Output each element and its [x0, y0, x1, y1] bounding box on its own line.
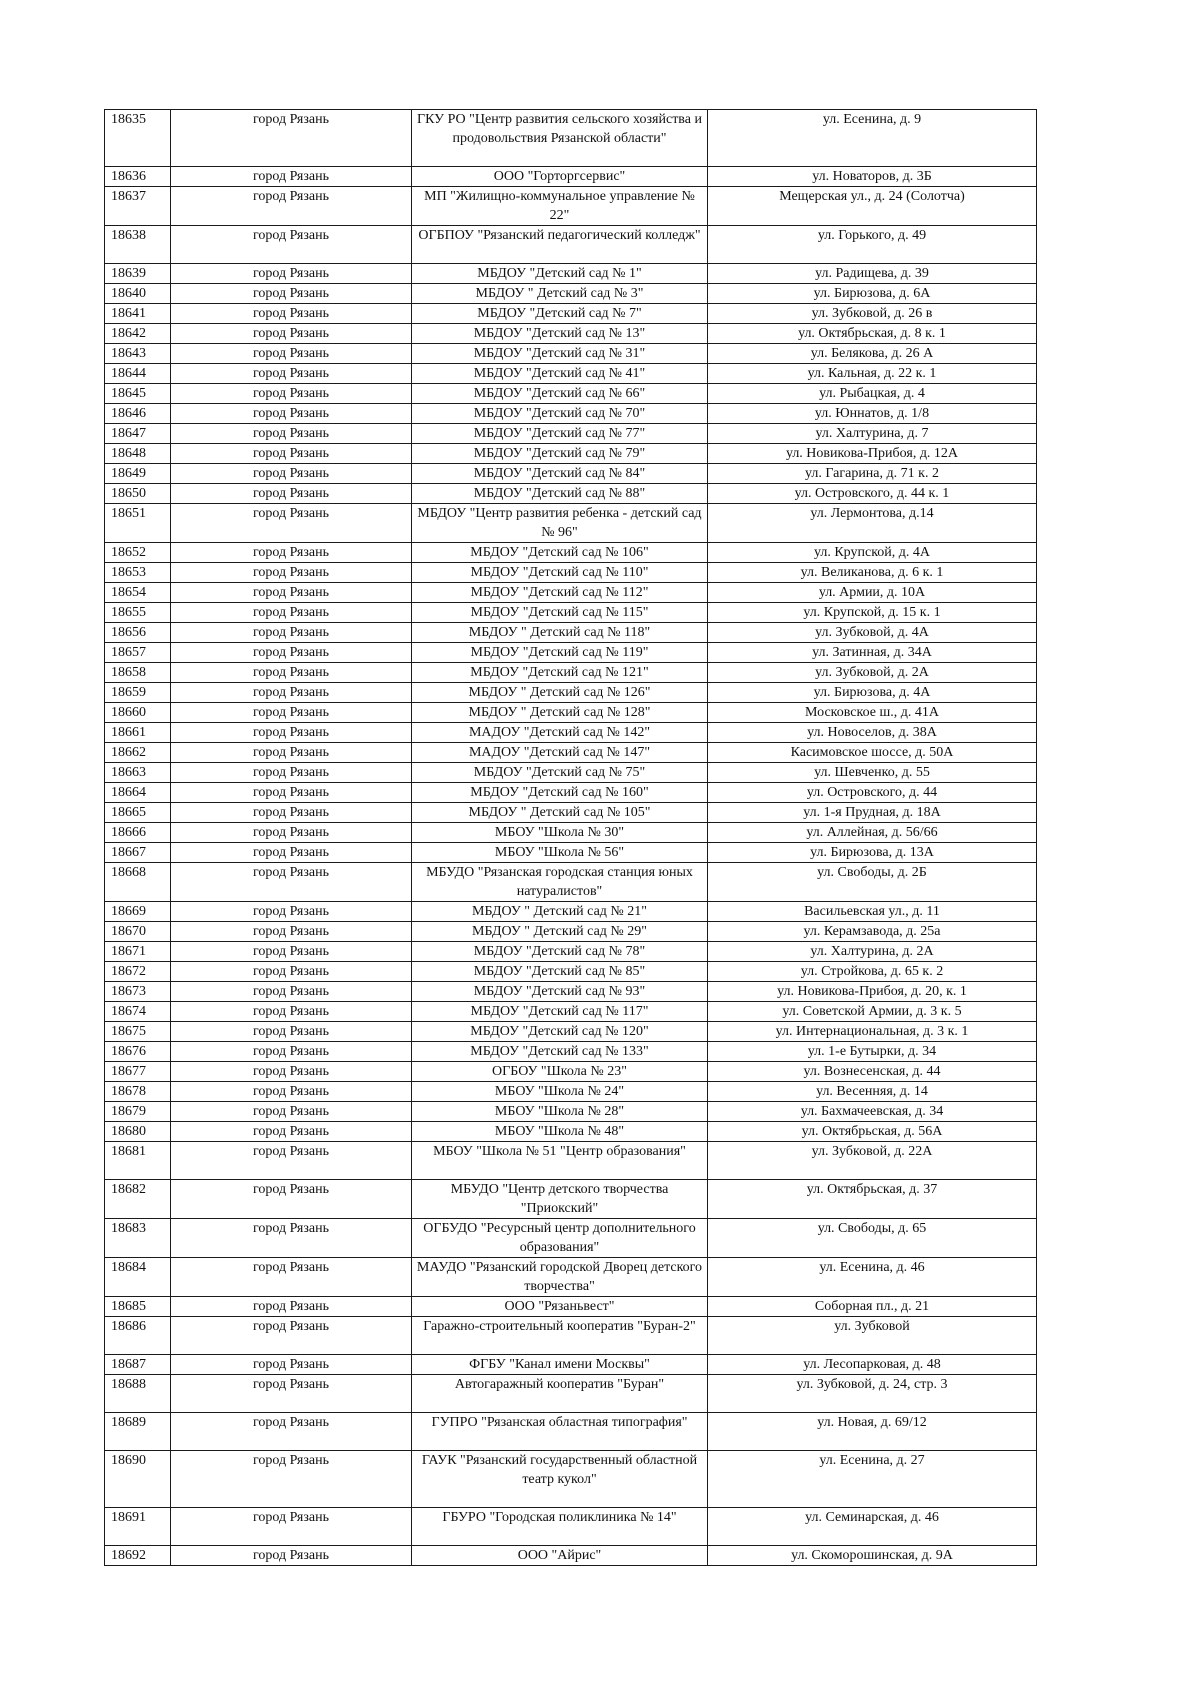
address-cell: ул. Новаторов, д. 3Б: [708, 167, 1037, 187]
table-row: [105, 304, 1037, 324]
organization-cell: МБДОУ "Детский сад № 121": [412, 663, 708, 683]
city-cell: город Рязань: [171, 1546, 412, 1566]
table-row: [105, 1546, 1037, 1566]
record-number: 18688: [105, 1375, 171, 1413]
table-row: [105, 464, 1037, 484]
table-row: [105, 962, 1037, 982]
table-row: [105, 1082, 1037, 1102]
record-number: 18641: [105, 304, 171, 324]
address-cell: ул. Весенняя, д. 14: [708, 1082, 1037, 1102]
city-cell: город Рязань: [171, 1042, 412, 1062]
record-number: 18676: [105, 1042, 171, 1062]
record-number: 18664: [105, 783, 171, 803]
city-cell: город Рязань: [171, 683, 412, 703]
record-number: 18639: [105, 264, 171, 284]
city-cell: город Рязань: [171, 942, 412, 962]
city-cell: город Рязань: [171, 863, 412, 902]
city-cell: город Рязань: [171, 444, 412, 464]
record-number: 18635: [105, 110, 171, 167]
table-row: [105, 643, 1037, 663]
city-cell: город Рязань: [171, 623, 412, 643]
address-cell: ул. Вознесенская, д. 44: [708, 1062, 1037, 1082]
city-cell: город Рязань: [171, 1297, 412, 1317]
city-cell: город Рязань: [171, 1180, 412, 1219]
city-cell: город Рязань: [171, 504, 412, 543]
address-cell: ул. Зубковой: [708, 1317, 1037, 1355]
organization-cell: МБДОУ "Детский сад № 31": [412, 344, 708, 364]
organization-cell: ОГБУДО "Ресурсный центр дополнительного образования": [412, 1219, 708, 1258]
organization-cell: МБДОУ "Детский сад № 79": [412, 444, 708, 464]
organization-cell: МАУДО "Рязанский городской Дворец детского творчества": [412, 1258, 708, 1297]
address-cell: ул. Белякова, д. 26 А: [708, 344, 1037, 364]
table-row: [105, 902, 1037, 922]
city-cell: город Рязань: [171, 364, 412, 384]
address-cell: ул. Зубковой, д. 4А: [708, 623, 1037, 643]
address-cell: ул. 1-я Прудная, д. 18А: [708, 803, 1037, 823]
table-row: [105, 1375, 1037, 1413]
city-cell: город Рязань: [171, 1082, 412, 1102]
organization-cell: МБДОУ " Детский сад № 128": [412, 703, 708, 723]
organization-cell: МБДОУ "Детский сад № 112": [412, 583, 708, 603]
record-number: 18654: [105, 583, 171, 603]
address-cell: ул. Новоселов, д. 38А: [708, 723, 1037, 743]
table-row: [105, 823, 1037, 843]
organization-cell: МБДОУ " Детский сад № 21": [412, 902, 708, 922]
organization-cell: ГКУ РО "Центр развития сельского хозяйства и продовольствия Рязанской области": [412, 110, 708, 167]
organization-cell: МБДОУ "Детский сад № 77": [412, 424, 708, 444]
city-cell: город Рязань: [171, 982, 412, 1002]
table-row: [105, 1062, 1037, 1082]
table-row: [105, 484, 1037, 504]
table-row: [105, 1258, 1037, 1297]
organization-cell: ГУПРО "Рязанская областная типография": [412, 1413, 708, 1451]
city-cell: город Рязань: [171, 723, 412, 743]
address-cell: ул. Бирюзова, д. 4А: [708, 683, 1037, 703]
city-cell: город Рязань: [171, 563, 412, 583]
city-cell: город Рязань: [171, 1451, 412, 1508]
address-cell: Московское ш., д. 41А: [708, 703, 1037, 723]
record-number: 18638: [105, 226, 171, 264]
organization-cell: МБДОУ "Детский сад № 66": [412, 384, 708, 404]
table-row: [105, 683, 1037, 703]
address-cell: ул. Зубковой, д. 22А: [708, 1142, 1037, 1180]
address-cell: ул. Радищева, д. 39: [708, 264, 1037, 284]
address-cell: ул. Новикова-Прибоя, д. 12А: [708, 444, 1037, 464]
organization-cell: ГАУК "Рязанский государственный областной театр кукол": [412, 1451, 708, 1508]
address-cell: ул. Рыбацкая, д. 4: [708, 384, 1037, 404]
table-row: [105, 583, 1037, 603]
organization-cell: ОГБОУ "Школа № 23": [412, 1062, 708, 1082]
city-cell: город Рязань: [171, 583, 412, 603]
city-cell: город Рязань: [171, 424, 412, 444]
record-number: 18636: [105, 167, 171, 187]
address-cell: ул. Гагарина, д. 71 к. 2: [708, 464, 1037, 484]
record-number: 18682: [105, 1180, 171, 1219]
table-row: [105, 404, 1037, 424]
organization-cell: МБДОУ "Центр развития ребенка - детский сад № 96": [412, 504, 708, 543]
city-cell: город Рязань: [171, 703, 412, 723]
organization-cell: МБДОУ "Детский сад № 117": [412, 1002, 708, 1022]
table-row: [105, 1022, 1037, 1042]
city-cell: город Рязань: [171, 1002, 412, 1022]
record-number: 18672: [105, 962, 171, 982]
address-cell: ул. Лесопарковая, д. 48: [708, 1355, 1037, 1375]
city-cell: город Рязань: [171, 324, 412, 344]
city-cell: город Рязань: [171, 1122, 412, 1142]
record-number: 18650: [105, 484, 171, 504]
address-cell: ул. Октябрьская, д. 56А: [708, 1122, 1037, 1142]
record-number: 18649: [105, 464, 171, 484]
address-cell: ул. Свободы, д. 2Б: [708, 863, 1037, 902]
record-number: 18645: [105, 384, 171, 404]
organization-cell: МБДОУ "Детский сад № 75": [412, 763, 708, 783]
address-cell: Соборная пл., д. 21: [708, 1297, 1037, 1317]
organization-cell: МБДОУ " Детский сад № 105": [412, 803, 708, 823]
table-row: [105, 324, 1037, 344]
record-number: 18673: [105, 982, 171, 1002]
address-cell: ул. Октябрьская, д. 37: [708, 1180, 1037, 1219]
address-cell: ул. Бирюзова, д. 13А: [708, 843, 1037, 863]
table-row: [105, 922, 1037, 942]
address-cell: ул. Затинная, д. 34А: [708, 643, 1037, 663]
record-number: 18657: [105, 643, 171, 663]
table-row: [105, 364, 1037, 384]
address-cell: ул. Юннатов, д. 1/8: [708, 404, 1037, 424]
record-number: 18661: [105, 723, 171, 743]
table-row: [105, 444, 1037, 464]
record-number: 18652: [105, 543, 171, 563]
table-row: [105, 803, 1037, 823]
table-row: [105, 942, 1037, 962]
record-number: 18656: [105, 623, 171, 643]
table-row: [105, 743, 1037, 763]
address-cell: ул. Лермонтова, д.14: [708, 504, 1037, 543]
address-cell: ул. Армии, д. 10А: [708, 583, 1037, 603]
record-number: 18678: [105, 1082, 171, 1102]
record-number: 18648: [105, 444, 171, 464]
organization-cell: МБОУ "Школа № 51 "Центр образования": [412, 1142, 708, 1180]
record-number: 18683: [105, 1219, 171, 1258]
address-cell: ул. Горького, д. 49: [708, 226, 1037, 264]
address-cell: ул. Крупской, д. 15 к. 1: [708, 603, 1037, 623]
table-row: [105, 1122, 1037, 1142]
city-cell: город Рязань: [171, 167, 412, 187]
city-cell: город Рязань: [171, 843, 412, 863]
organization-cell: ОГБПОУ "Рязанский педагогический колледж": [412, 226, 708, 264]
table-row: [105, 264, 1037, 284]
city-cell: город Рязань: [171, 1355, 412, 1375]
city-cell: город Рязань: [171, 803, 412, 823]
city-cell: город Рязань: [171, 187, 412, 226]
organization-cell: МБДОУ "Детский сад № 160": [412, 783, 708, 803]
city-cell: город Рязань: [171, 603, 412, 623]
record-number: 18637: [105, 187, 171, 226]
organization-cell: МБДОУ "Детский сад № 119": [412, 643, 708, 663]
city-cell: город Рязань: [171, 1022, 412, 1042]
record-number: 18689: [105, 1413, 171, 1451]
city-cell: город Рязань: [171, 763, 412, 783]
organization-cell: МБДОУ "Детский сад № 115": [412, 603, 708, 623]
city-cell: город Рязань: [171, 226, 412, 264]
table-row: [105, 504, 1037, 543]
table-row: [105, 763, 1037, 783]
table-row: [105, 1002, 1037, 1022]
table-row: [105, 167, 1037, 187]
record-number: 18665: [105, 803, 171, 823]
record-number: 18667: [105, 843, 171, 863]
organization-cell: МБДОУ " Детский сад № 118": [412, 623, 708, 643]
address-cell: ул. Октябрьская, д. 8 к. 1: [708, 324, 1037, 344]
address-cell: ул. Аллейная, д. 56/66: [708, 823, 1037, 843]
table-row: [105, 863, 1037, 902]
address-cell: ул. Зубковой, д. 2А: [708, 663, 1037, 683]
record-number: 18680: [105, 1122, 171, 1142]
organization-cell: ООО "Рязаньвест": [412, 1297, 708, 1317]
record-number: 18655: [105, 603, 171, 623]
address-cell: ул. Бирюзова, д. 6А: [708, 284, 1037, 304]
record-number: 18687: [105, 1355, 171, 1375]
city-cell: город Рязань: [171, 543, 412, 563]
organization-cell: МБДОУ "Детский сад № 70": [412, 404, 708, 424]
city-cell: город Рязань: [171, 922, 412, 942]
address-cell: ул. Зубковой, д. 26 в: [708, 304, 1037, 324]
city-cell: город Рязань: [171, 1062, 412, 1082]
record-number: 18653: [105, 563, 171, 583]
address-cell: ул. Керамзавода, д. 25а: [708, 922, 1037, 942]
table-row: [105, 1180, 1037, 1219]
address-cell: ул. Интернациональная, д. 3 к. 1: [708, 1022, 1037, 1042]
organization-cell: МБДОУ "Детский сад № 88": [412, 484, 708, 504]
organization-cell: МБУДО "Рязанская городская станция юных натуралистов": [412, 863, 708, 902]
record-number: 18690: [105, 1451, 171, 1508]
record-number: 18684: [105, 1258, 171, 1297]
address-cell: ул. Халтурина, д. 7: [708, 424, 1037, 444]
organization-cell: МБДОУ "Детский сад № 41": [412, 364, 708, 384]
record-number: 18677: [105, 1062, 171, 1082]
table-row: [105, 982, 1037, 1002]
organization-cell: МБДОУ "Детский сад № 133": [412, 1042, 708, 1062]
organization-cell: МБДОУ "Детский сад № 84": [412, 464, 708, 484]
address-cell: ул. Скоморошинская, д. 9А: [708, 1546, 1037, 1566]
table-row: [105, 1042, 1037, 1062]
record-number: 18671: [105, 942, 171, 962]
table-row: [105, 843, 1037, 863]
city-cell: город Рязань: [171, 1142, 412, 1180]
record-number: 18663: [105, 763, 171, 783]
record-number: 18651: [105, 504, 171, 543]
organization-cell: МБДОУ "Детский сад № 13": [412, 324, 708, 344]
address-cell: ул. Халтурина, д. 2А: [708, 942, 1037, 962]
record-number: 18692: [105, 1546, 171, 1566]
table-row: [105, 187, 1037, 226]
table-row: [105, 1355, 1037, 1375]
address-cell: ул. Есенина, д. 27: [708, 1451, 1037, 1508]
city-cell: город Рязань: [171, 1317, 412, 1355]
organization-cell: МБДОУ "Детский сад № 85": [412, 962, 708, 982]
table-row: [105, 723, 1037, 743]
organization-cell: Гаражно-строительный кооператив "Буран-2": [412, 1317, 708, 1355]
table-row: [105, 226, 1037, 264]
organization-cell: МБДОУ " Детский сад № 126": [412, 683, 708, 703]
city-cell: город Рязань: [171, 1413, 412, 1451]
organization-cell: ООО "Айрис": [412, 1546, 708, 1566]
organization-cell: МБДОУ " Детский сад № 3": [412, 284, 708, 304]
table-row: [105, 783, 1037, 803]
city-cell: город Рязань: [171, 663, 412, 683]
city-cell: город Рязань: [171, 344, 412, 364]
record-number: 18685: [105, 1297, 171, 1317]
city-cell: город Рязань: [171, 464, 412, 484]
address-cell: ул. Бахмачеевская, д. 34: [708, 1102, 1037, 1122]
address-cell: ул. Свободы, д. 65: [708, 1219, 1037, 1258]
table-row: [105, 424, 1037, 444]
city-cell: город Рязань: [171, 783, 412, 803]
table-row: [105, 1142, 1037, 1180]
organization-cell: МБДОУ "Детский сад № 120": [412, 1022, 708, 1042]
organization-cell: МБОУ "Школа № 56": [412, 843, 708, 863]
address-cell: ул. Есенина, д. 9: [708, 110, 1037, 167]
address-cell: ул. Советской Армии, д. 3 к. 5: [708, 1002, 1037, 1022]
organization-cell: МБОУ "Школа № 28": [412, 1102, 708, 1122]
organization-cell: МБДОУ "Детский сад № 106": [412, 543, 708, 563]
table-row: [105, 703, 1037, 723]
organization-cell: МБУДО "Центр детского творчества "Приокский": [412, 1180, 708, 1219]
organization-cell: МП "Жилищно-коммунальное управление № 22": [412, 187, 708, 226]
address-cell: ул. Новикова-Прибоя, д. 20, к. 1: [708, 982, 1037, 1002]
registry-table: [104, 109, 1037, 1566]
table-row: [105, 1317, 1037, 1355]
record-number: 18640: [105, 284, 171, 304]
record-number: 18668: [105, 863, 171, 902]
address-cell: ул. Крупской, д. 4А: [708, 543, 1037, 563]
record-number: 18670: [105, 922, 171, 942]
table-row: [105, 1508, 1037, 1546]
address-cell: Касимовское шоссе, д. 50А: [708, 743, 1037, 763]
record-number: 18686: [105, 1317, 171, 1355]
address-cell: ул. Новая, д. 69/12: [708, 1413, 1037, 1451]
city-cell: город Рязань: [171, 484, 412, 504]
city-cell: город Рязань: [171, 404, 412, 424]
table-row: [105, 284, 1037, 304]
table-row: [105, 603, 1037, 623]
record-number: 18681: [105, 1142, 171, 1180]
city-cell: город Рязань: [171, 304, 412, 324]
address-cell: ул. Зубковой, д. 24, стр. 3: [708, 1375, 1037, 1413]
organization-cell: МАДОУ "Детский сад № 142": [412, 723, 708, 743]
registry-table-body: [105, 110, 1037, 1566]
record-number: 18679: [105, 1102, 171, 1122]
record-number: 18691: [105, 1508, 171, 1546]
city-cell: город Рязань: [171, 962, 412, 982]
record-number: 18674: [105, 1002, 171, 1022]
address-cell: ул. Великанова, д. 6 к. 1: [708, 563, 1037, 583]
record-number: 18658: [105, 663, 171, 683]
city-cell: город Рязань: [171, 643, 412, 663]
organization-cell: МБДОУ "Детский сад № 1": [412, 264, 708, 284]
address-cell: ул. Семинарская, д. 46: [708, 1508, 1037, 1546]
table-row: [105, 1451, 1037, 1508]
organization-cell: МБДОУ "Детский сад № 7": [412, 304, 708, 324]
city-cell: город Рязань: [171, 110, 412, 167]
table-row: [105, 110, 1037, 167]
record-number: 18669: [105, 902, 171, 922]
record-number: 18642: [105, 324, 171, 344]
table-row: [105, 543, 1037, 563]
city-cell: город Рязань: [171, 1375, 412, 1413]
address-cell: ул. Кальная, д. 22 к. 1: [708, 364, 1037, 384]
table-row: [105, 623, 1037, 643]
table-row: [105, 1102, 1037, 1122]
record-number: 18659: [105, 683, 171, 703]
table-row: [105, 1219, 1037, 1258]
city-cell: город Рязань: [171, 384, 412, 404]
city-cell: город Рязань: [171, 902, 412, 922]
city-cell: город Рязань: [171, 743, 412, 763]
organization-cell: МАДОУ "Детский сад № 147": [412, 743, 708, 763]
address-cell: ул. Стройкова, д. 65 к. 2: [708, 962, 1037, 982]
table-row: [105, 563, 1037, 583]
organization-cell: МБОУ "Школа № 24": [412, 1082, 708, 1102]
table-row: [105, 344, 1037, 364]
city-cell: город Рязань: [171, 284, 412, 304]
organization-cell: ГБУРО "Городская поликлиника № 14": [412, 1508, 708, 1546]
organization-cell: МБОУ "Школа № 30": [412, 823, 708, 843]
organization-cell: МБДОУ "Детский сад № 78": [412, 942, 708, 962]
organization-cell: МБДОУ "Детский сад № 110": [412, 563, 708, 583]
record-number: 18675: [105, 1022, 171, 1042]
table-row: [105, 1297, 1037, 1317]
table-row: [105, 1413, 1037, 1451]
record-number: 18666: [105, 823, 171, 843]
organization-cell: ООО "Горторгсервис": [412, 167, 708, 187]
address-cell: Васильевская ул., д. 11: [708, 902, 1037, 922]
address-cell: Мещерская ул., д. 24 (Солотча): [708, 187, 1037, 226]
organization-cell: МБОУ "Школа № 48": [412, 1122, 708, 1142]
table-row: [105, 384, 1037, 404]
city-cell: город Рязань: [171, 1219, 412, 1258]
city-cell: город Рязань: [171, 264, 412, 284]
organization-cell: ФГБУ "Канал имени Москвы": [412, 1355, 708, 1375]
address-cell: ул. 1-е Бутырки, д. 34: [708, 1042, 1037, 1062]
address-cell: ул. Островского, д. 44: [708, 783, 1037, 803]
record-number: 18646: [105, 404, 171, 424]
organization-cell: МБДОУ "Детский сад № 93": [412, 982, 708, 1002]
address-cell: ул. Островского, д. 44 к. 1: [708, 484, 1037, 504]
record-number: 18662: [105, 743, 171, 763]
organization-cell: МБДОУ " Детский сад № 29": [412, 922, 708, 942]
organization-cell: Автогаражный кооператив "Буран": [412, 1375, 708, 1413]
city-cell: город Рязань: [171, 823, 412, 843]
record-number: 18647: [105, 424, 171, 444]
city-cell: город Рязань: [171, 1508, 412, 1546]
record-number: 18643: [105, 344, 171, 364]
record-number: 18644: [105, 364, 171, 384]
city-cell: город Рязань: [171, 1258, 412, 1297]
record-number: 18660: [105, 703, 171, 723]
address-cell: ул. Шевченко, д. 55: [708, 763, 1037, 783]
city-cell: город Рязань: [171, 1102, 412, 1122]
table-row: [105, 663, 1037, 683]
address-cell: ул. Есенина, д. 46: [708, 1258, 1037, 1297]
